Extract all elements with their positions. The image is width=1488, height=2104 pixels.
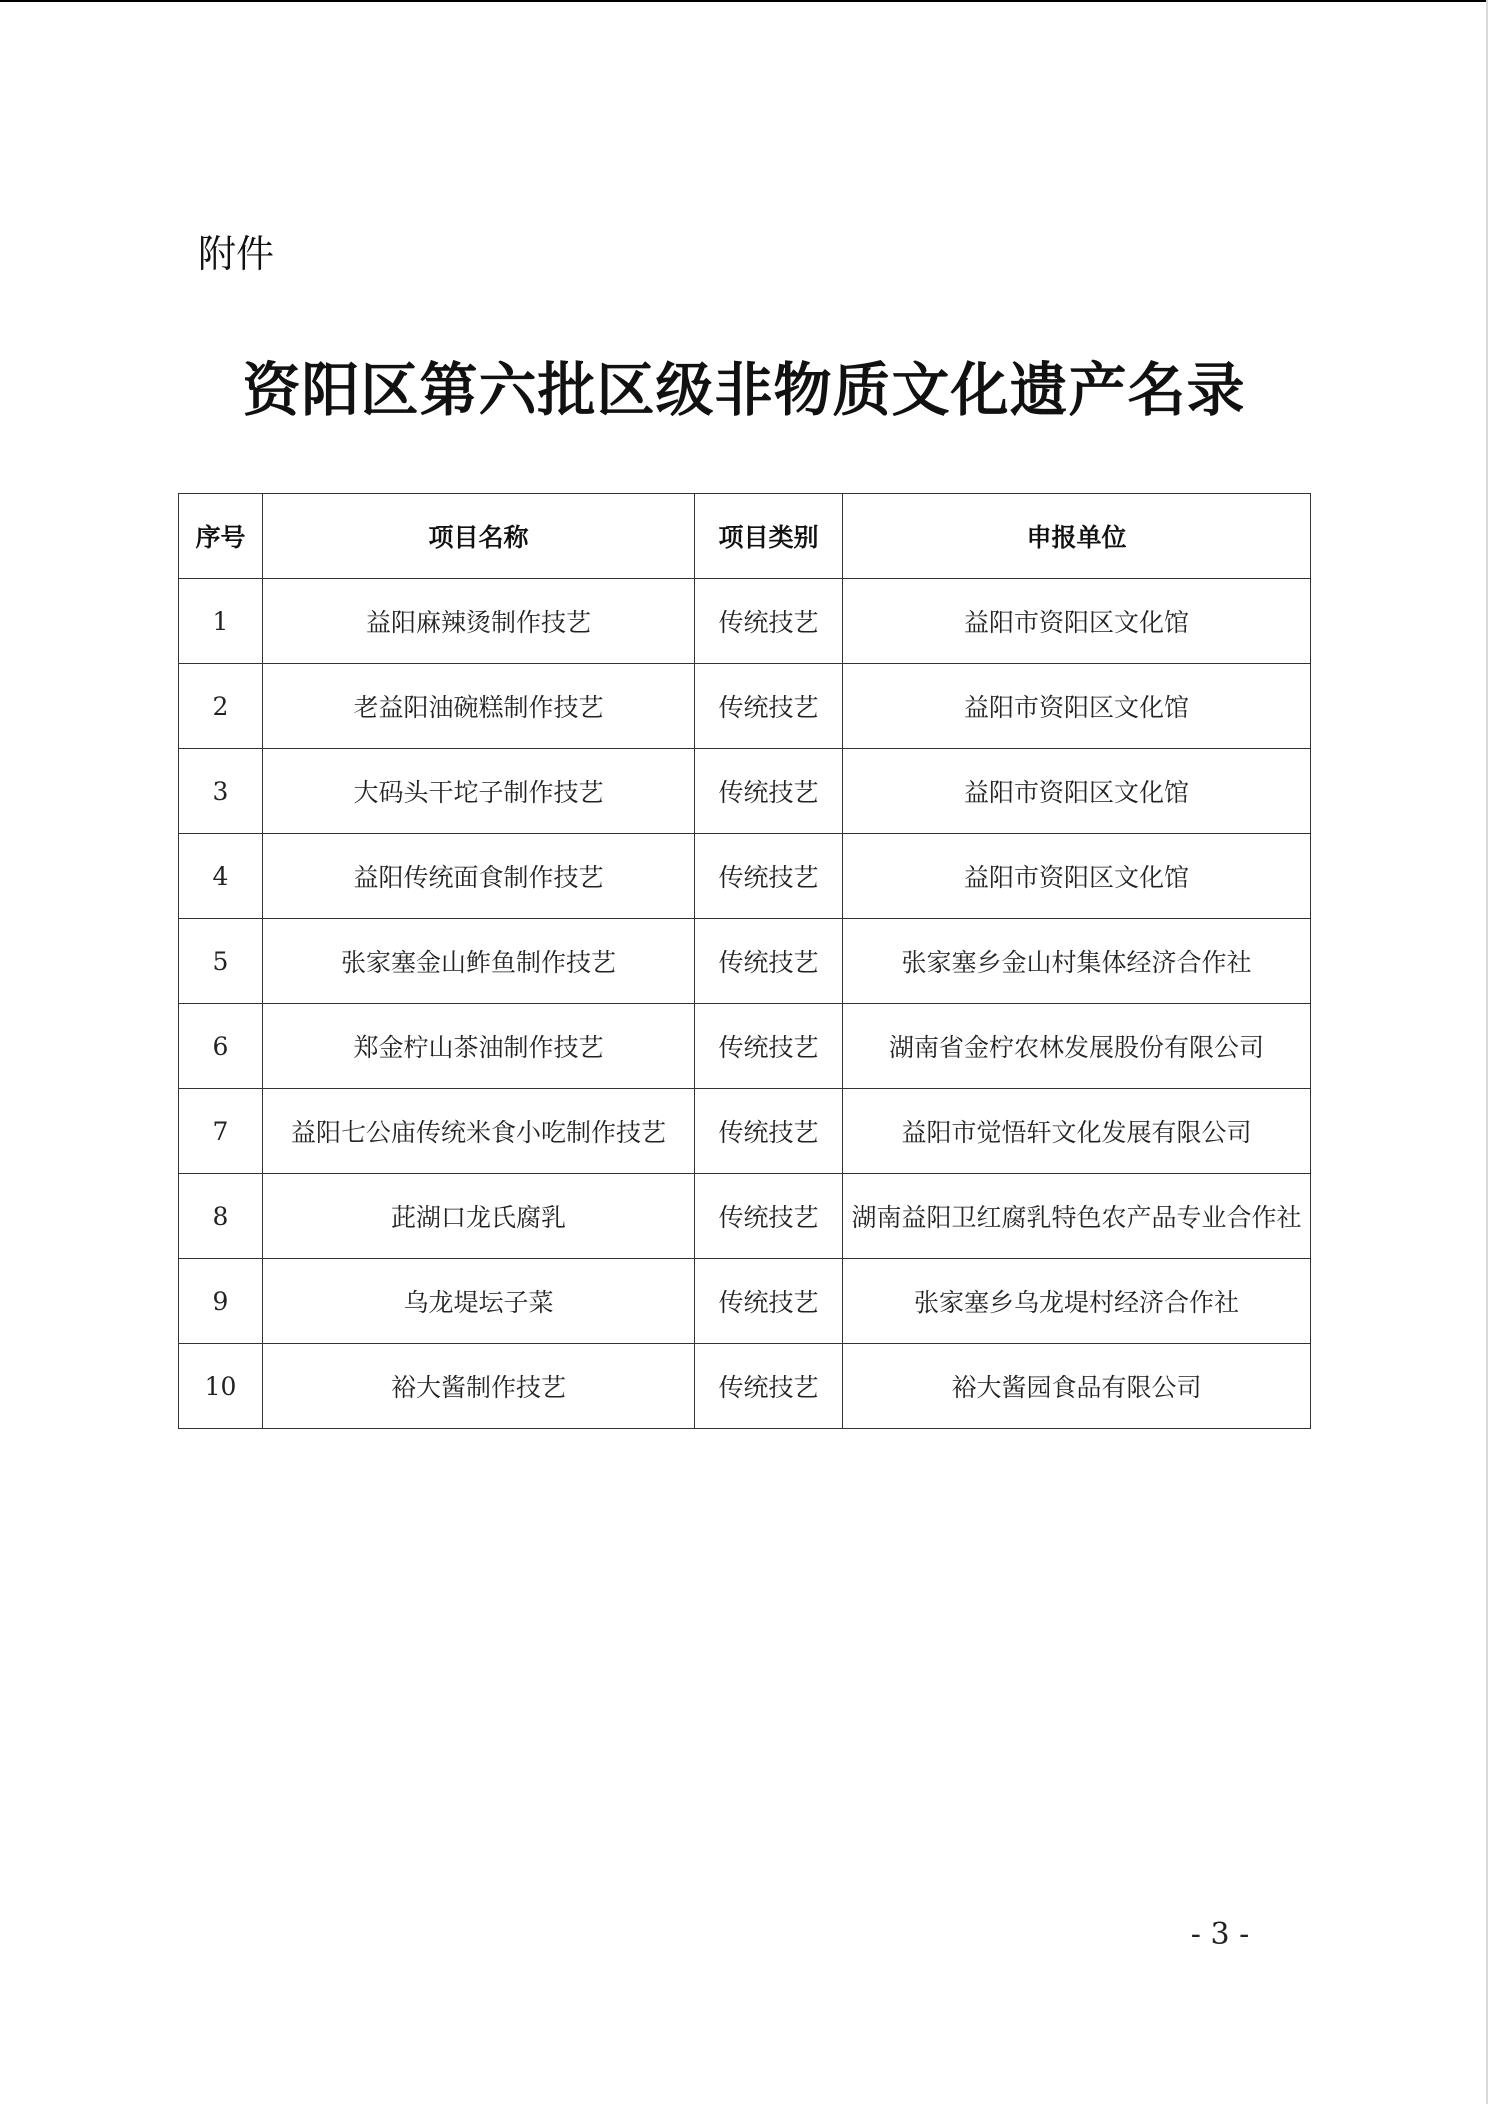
row-serial-number: 3 [179, 749, 263, 834]
table-row [179, 1174, 1311, 1259]
row-project-name: 益阳七公庙传统米食小吃制作技艺 [263, 1089, 695, 1174]
table-row [179, 919, 1311, 1004]
row-project-name: 郑金柠山茶油制作技艺 [263, 1004, 695, 1089]
row-serial-number: 7 [179, 1089, 263, 1174]
table-row [179, 579, 1311, 664]
header-project-name: 项目名称 [263, 494, 695, 579]
row-project-category: 传统技艺 [695, 579, 843, 664]
row-serial-number: 6 [179, 1004, 263, 1089]
row-project-category: 传统技艺 [695, 664, 843, 749]
row-applicant-unit: 湖南省金柠农林发展股份有限公司 [843, 1004, 1311, 1089]
row-applicant-unit: 益阳市资阳区文化馆 [843, 834, 1311, 919]
row-project-category: 传统技艺 [695, 749, 843, 834]
row-serial-number: 8 [179, 1174, 263, 1259]
header-project-category: 项目类别 [695, 494, 843, 579]
table-row [179, 1004, 1311, 1089]
table-row [179, 834, 1311, 919]
table-row [179, 749, 1311, 834]
row-serial-number: 10 [179, 1344, 263, 1429]
row-serial-number: 9 [179, 1259, 263, 1344]
row-project-name: 张家塞金山鲊鱼制作技艺 [263, 919, 695, 1004]
row-project-category: 传统技艺 [695, 1089, 843, 1174]
page-number: - 3 - [1190, 1917, 1250, 1952]
row-serial-number: 1 [179, 579, 263, 664]
row-project-name: 益阳麻辣烫制作技艺 [263, 579, 695, 664]
row-project-name: 乌龙堤坛子菜 [263, 1259, 695, 1344]
row-applicant-unit: 湖南益阳卫红腐乳特色农产品专业合作社 [843, 1174, 1311, 1259]
row-serial-number: 5 [179, 919, 263, 1004]
table-row [179, 1259, 1311, 1344]
row-applicant-unit: 张家塞乡金山村集体经济合作社 [843, 919, 1311, 1004]
row-project-name: 老益阳油碗糕制作技艺 [263, 664, 695, 749]
heritage-list-table [178, 493, 1311, 1429]
header-serial-number: 序号 [179, 494, 263, 579]
row-applicant-unit: 裕大酱园食品有限公司 [843, 1344, 1311, 1429]
row-project-name: 茈湖口龙氏腐乳 [263, 1174, 695, 1259]
row-applicant-unit: 张家塞乡乌龙堤村经济合作社 [843, 1259, 1311, 1344]
table-row [179, 1089, 1311, 1174]
row-applicant-unit: 益阳市资阳区文化馆 [843, 579, 1311, 664]
row-project-name: 大码头干坨子制作技艺 [263, 749, 695, 834]
row-project-name: 裕大酱制作技艺 [263, 1344, 695, 1429]
attachment-label: 附件 [198, 232, 275, 276]
header-applicant-unit: 申报单位 [843, 494, 1311, 579]
row-project-category: 传统技艺 [695, 1174, 843, 1259]
row-project-name: 益阳传统面食制作技艺 [263, 834, 695, 919]
row-applicant-unit: 益阳市资阳区文化馆 [843, 664, 1311, 749]
row-project-category: 传统技艺 [695, 1259, 843, 1344]
row-applicant-unit: 益阳市觉悟轩文化发展有限公司 [843, 1089, 1311, 1174]
row-project-category: 传统技艺 [695, 1344, 843, 1429]
row-applicant-unit: 益阳市资阳区文化馆 [843, 749, 1311, 834]
document-title: 资阳区第六批区级非物质文化遗产名录 [242, 356, 1246, 424]
row-project-category: 传统技艺 [695, 834, 843, 919]
row-serial-number: 2 [179, 664, 263, 749]
row-serial-number: 4 [179, 834, 263, 919]
table-row [179, 1344, 1311, 1429]
row-project-category: 传统技艺 [695, 919, 843, 1004]
table-row [179, 664, 1311, 749]
page-top-border [0, 0, 1488, 2]
table-header-row [179, 494, 1311, 579]
row-project-category: 传统技艺 [695, 1004, 843, 1089]
